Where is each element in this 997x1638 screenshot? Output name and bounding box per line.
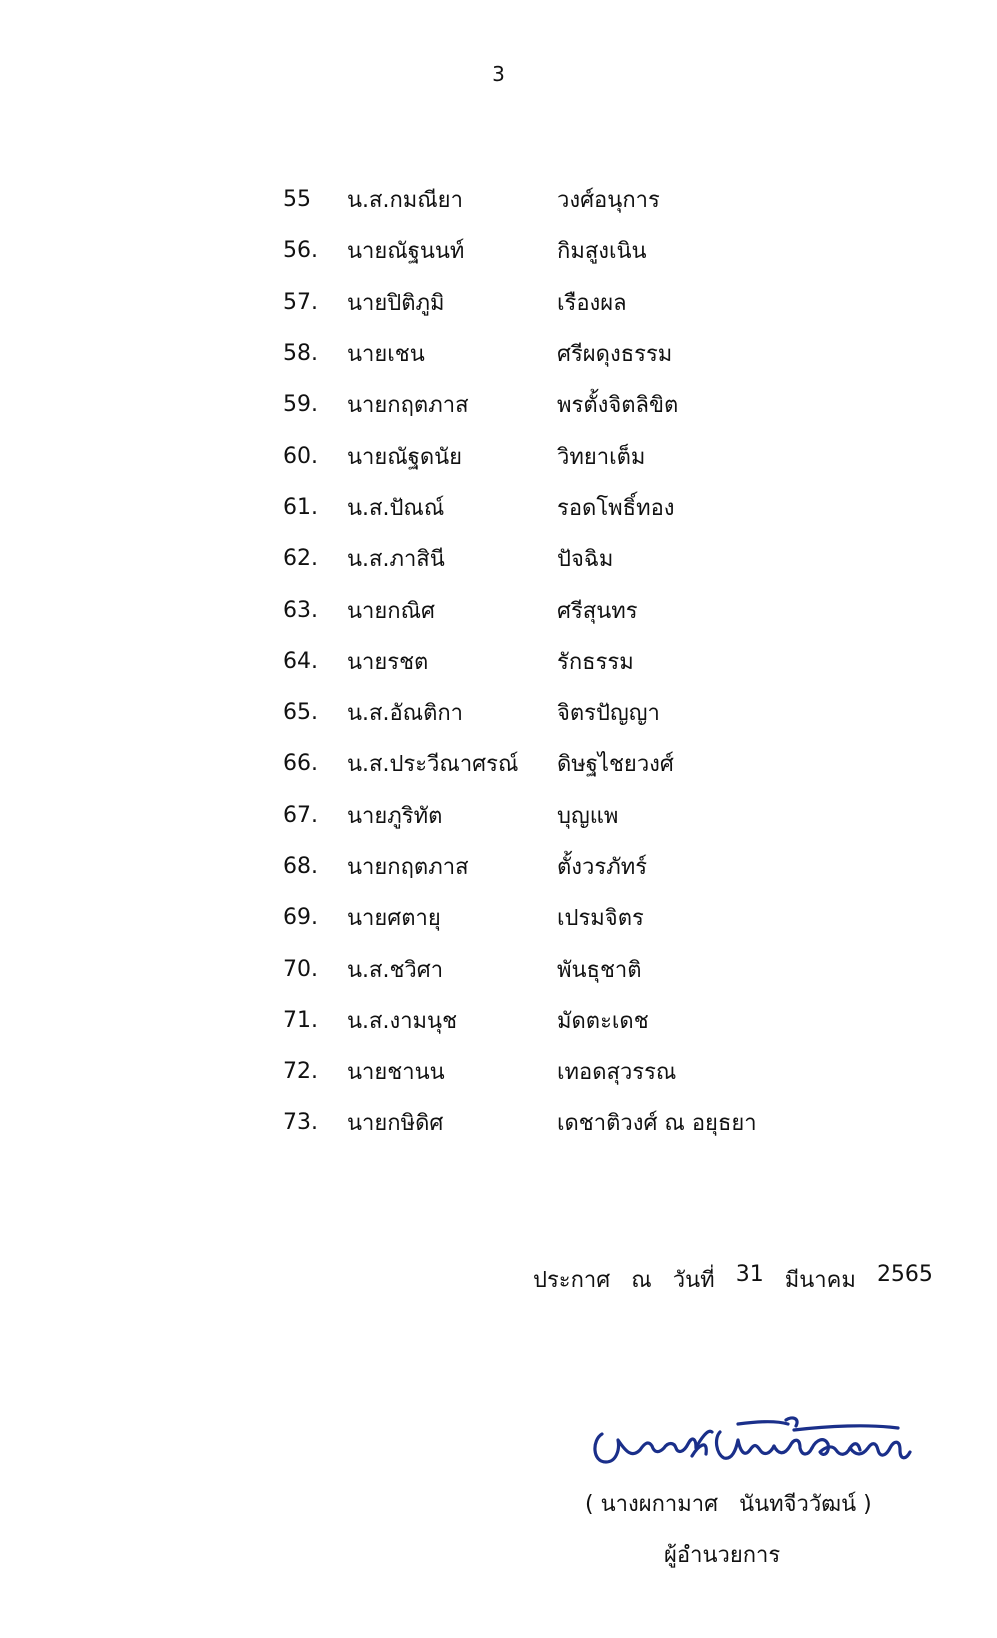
- signature-image: [588, 1410, 918, 1480]
- entry-last-name: เรืองผล: [557, 290, 627, 316]
- list-item: [283, 174, 803, 225]
- announcement-date: [533, 1262, 933, 1297]
- entry-last-name: เดชาติวงศ์ ณ อยุธยา: [557, 1111, 757, 1137]
- announcement-month: มีนาคม: [784, 1268, 856, 1293]
- list-item: [283, 1046, 803, 1097]
- entry-last-name: รักธรรม: [557, 649, 634, 675]
- entry-number: 70.: [283, 956, 318, 982]
- list-item: [283, 790, 803, 841]
- entry-first-name: น.ส.งามนุช: [347, 1008, 458, 1034]
- entry-last-name: มัดตะเดช: [557, 1008, 649, 1034]
- announcement-day: 31: [735, 1262, 764, 1287]
- entry-last-name: จิตรปัญญา: [557, 701, 660, 727]
- entry-first-name: นายชานน: [347, 1060, 445, 1086]
- entry-number: 67.: [283, 802, 318, 828]
- entry-number: 71.: [283, 1007, 318, 1033]
- entry-last-name: ดิษฐไชยวงศ์: [557, 752, 674, 778]
- entry-first-name: นายกษิดิศ: [347, 1111, 444, 1137]
- entry-first-name: นายศตายุ: [347, 906, 441, 932]
- name-list: [283, 174, 803, 1149]
- list-item: [283, 995, 803, 1046]
- list-item: [283, 277, 803, 328]
- entry-number: 63.: [283, 597, 318, 623]
- entry-number: 72.: [283, 1059, 318, 1085]
- entry-number: 65.: [283, 700, 318, 726]
- entry-number: 62.: [283, 546, 318, 572]
- entry-first-name: นายกฤตภาส: [347, 855, 469, 880]
- entry-first-name: น.ส.ชวิศา: [347, 957, 444, 983]
- entry-number: 69.: [283, 905, 318, 931]
- entry-last-name: ตั้งวรภัทร์: [557, 855, 648, 880]
- announcement-word: ณ: [631, 1268, 652, 1293]
- entry-last-name: รอดโพธิ์ทอง: [557, 495, 675, 521]
- entry-first-name: นายรชต: [347, 649, 429, 675]
- entry-last-name: วิทยาเต็ม: [557, 444, 646, 470]
- entry-number: 68.: [283, 854, 318, 879]
- list-item: [283, 687, 803, 738]
- entry-first-name: น.ส.ปัณณ์: [347, 495, 445, 521]
- list-item: [283, 430, 803, 481]
- page-number: 3: [492, 62, 505, 86]
- announcement-word: วันที่: [672, 1268, 715, 1293]
- entry-first-name: นายกฤตภาส: [347, 393, 469, 419]
- list-item: [283, 482, 803, 533]
- list-item: [283, 584, 803, 635]
- entry-number: 57.: [283, 289, 318, 315]
- entry-number: 56.: [283, 238, 318, 264]
- entry-number: 60.: [283, 443, 318, 469]
- list-item: [283, 533, 803, 584]
- entry-last-name: ปัจฉิม: [557, 547, 614, 573]
- entry-last-name: ศรีผดุงธรรม: [557, 342, 673, 368]
- entry-first-name: นายปิติภูมิ: [347, 290, 445, 316]
- signer-name: ( นางผกามาศ นันทจีววัฒน์ ): [585, 1492, 872, 1517]
- entry-number: 55: [283, 187, 311, 213]
- announcement-year: 2565: [876, 1262, 933, 1287]
- list-item: [283, 379, 803, 430]
- entry-first-name: น.ส.ประวีณาศรณ์: [347, 752, 519, 778]
- entry-first-name: น.ส.ภาสินี: [347, 547, 445, 573]
- entry-first-name: นายภูริทัต: [347, 803, 443, 829]
- list-item: [283, 738, 803, 789]
- entry-first-name: น.ส.อัณติกา: [347, 701, 464, 727]
- entry-first-name: นายณัฐนนท์: [347, 239, 465, 265]
- entry-number: 61.: [283, 494, 318, 520]
- list-item: [283, 328, 803, 379]
- list-item: [283, 892, 803, 943]
- entry-number: 73.: [283, 1110, 318, 1136]
- list-item: [283, 636, 803, 687]
- list-item: [283, 225, 803, 276]
- announcement-word: ประกาศ: [533, 1268, 611, 1293]
- entry-first-name: น.ส.กมณียา: [347, 188, 463, 214]
- list-item: [283, 841, 803, 892]
- entry-last-name: พรตั้งจิตลิขิต: [557, 393, 679, 419]
- entry-last-name: วงศ์อนุการ: [557, 188, 660, 214]
- entry-number: 64.: [283, 648, 318, 674]
- entry-last-name: เปรมจิตร: [557, 906, 644, 932]
- entry-last-name: พันธุชาติ: [557, 957, 642, 983]
- entry-last-name: กิมสูงเนิน: [557, 239, 647, 265]
- entry-number: 58.: [283, 341, 318, 367]
- entry-last-name: เทอดสุวรรณ: [557, 1060, 677, 1086]
- list-item: [283, 1097, 803, 1148]
- entry-last-name: บุญแพ: [557, 803, 619, 829]
- signer-title: ผู้อำนวยการ: [664, 1543, 781, 1568]
- entry-number: 59.: [283, 392, 318, 418]
- entry-last-name: ศรีสุนทร: [557, 598, 638, 624]
- entry-first-name: นายเชน: [347, 342, 425, 368]
- entry-first-name: นายณัฐดนัย: [347, 444, 463, 470]
- list-item: [283, 943, 803, 994]
- entry-number: 66.: [283, 751, 318, 777]
- entry-first-name: นายกณิศ: [347, 598, 435, 624]
